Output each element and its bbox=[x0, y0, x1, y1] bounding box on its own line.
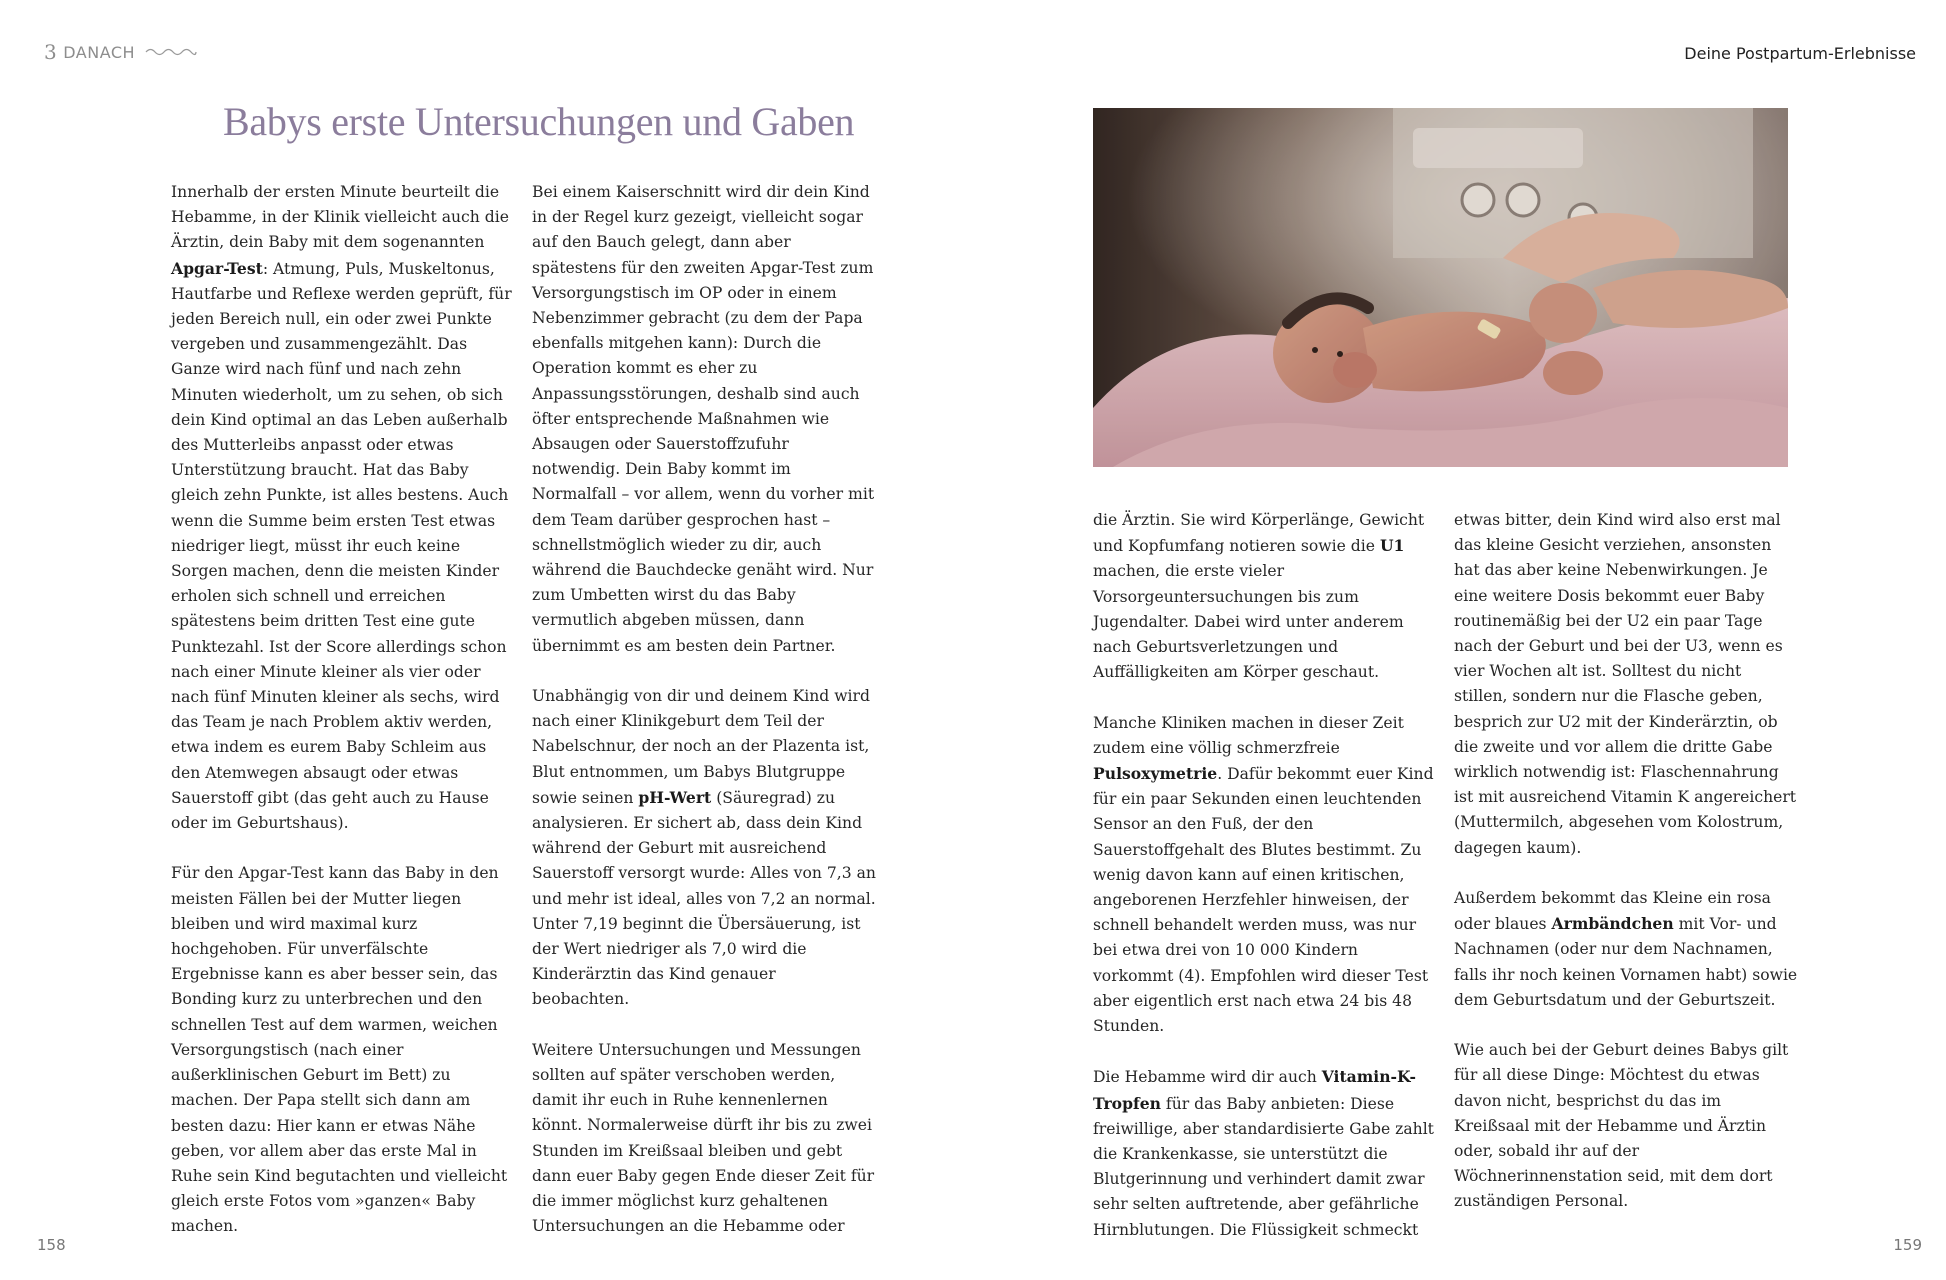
page-number-left: 158 bbox=[37, 1236, 66, 1254]
bold-term: Apgar-Test bbox=[171, 258, 263, 278]
text-column-2 bbox=[532, 180, 877, 1265]
paragraph: Innerhalb der ersten Minute beurteilt die Hebamme, in der Klinik vielleicht auch die Ärztin, dein Baby mit dem sogenannten Apgar-Test: Atmung, Puls, Muskeltonus, Hautfarbe und Reflexe werden geprüft, für jeden Bereich null, ein oder zwei Punkte vergeben und zusammengezählt. Das Ganze wird nach fünf und nach zehn Minuten wiederholt, um zu sehen, ob sich dein Kind optimal an das Leben außerhalb des Mutterleibs anpasst oder etwas Unterstützung braucht. Hat das Baby gleich zehn Punkte, ist alles bestens. Auch wenn die Summe beim ersten Test etwas niedriger liegt, müsst ihr euch keine Sorgen machen, denn die meisten Kinder erholen sich schnell und erreichen spätestens beim dritten Test eine gute Punktezahl. Ist der Score allerdings schon nach einer Minute kleiner als vier oder nach fünf Minuten kleiner als sechs, wird das Team je nach Problem aktiv werden, etwa indem es eurem Baby Schleim aus den Atemwegen absaugt oder etwas Sauerstoff gibt (das geht auch zu Hause oder im Geburtshaus). bbox=[171, 183, 512, 833]
bold-term: U1 bbox=[1379, 536, 1405, 556]
paragraph: Außerdem bekommt das Kleine ein rosa oder blaues Armbändchen mit Vor- und Nachnamen (oder nur dem Nachnamen, falls ihr noch keinen Vornamen habt) sowie dem Geburtsdatum und der Geburtszeit. bbox=[1454, 889, 1798, 1009]
bold-term: Pulsoxymetrie bbox=[1093, 764, 1218, 784]
paragraph: Die Hebamme wird dir auch Vitamin-K-Tropfen für das Baby anbieten: Diese freiwillige, aber standardisierte Gabe zahlt die Krankenkasse, sie unterstützt die Blutgerinnung und verhindert damit zwar sehr selten auftretende, aber gefährliche Hirnblutungen. Die Flüssigkeit schmeckt bbox=[1093, 1067, 1434, 1239]
paragraph: Weitere Untersuchungen und Messungen sollten auf später verschoben werden, damit ihr euch in Ruhe kennenlernen könnt. Normalerweise dürft ihr bis zu zwei Stunden im Kreißsaal bleiben und gebt dann euer Baby gegen Ende dieser Zeit für die immer möglichst kurz gehaltenen Untersuchungen an die Hebamme oder bbox=[532, 1040, 875, 1236]
chapter-number: 3 bbox=[44, 40, 58, 64]
page-number-right: 159 bbox=[1893, 1236, 1922, 1254]
paragraph: die Ärztin. Sie wird Körperlänge, Gewicht und Kopfumfang notieren sowie die U1 machen, die erste vieler Vorsorgeuntersuchungen bis zum Jugendalter. Dabei wird unter anderem nach Geburtsverletzungen und Auffälligkeiten am Körper geschaut. bbox=[1093, 511, 1425, 682]
newborn-photo bbox=[1093, 108, 1788, 467]
paragraph: Für den Apgar-Test kann das Baby in den meisten Fällen bei der Mutter liegen bleiben und wird maximal kurz hochgehoben. Für unverfälschte Ergebnisse kann es aber besser sein, das Bonding kurz zu unterbrechen und den schnellen Test auf dem warmen, weichen Versorgungstisch (nach einer außerklinischen Geburt im Bett) zu machen. Der Papa stellt sich dann am besten dazu: Hier kann er etwas Nähe geben, vor allem aber das erste Mal in Ruhe sein Kind begutachten und vielleicht gleich erste Fotos vom »ganzen« Baby machen. bbox=[171, 864, 508, 1236]
text-column-3 bbox=[1093, 508, 1438, 1268]
paragraph: Wie auch bei der Geburt deines Babys gilt für all diese Dinge: Möchtest du etwas davon nicht, besprichst du das im Kreißsaal mit der Hebamme und Ärztin oder, sobald ihr auf der Wöchnerinnenstation seid, mit dem dort zuständigen Personal. bbox=[1454, 1041, 1789, 1211]
bold-term: pH-Wert bbox=[638, 787, 712, 807]
paragraph: Bei einem Kaiserschnitt wird dir dein Kind in der Regel kurz gezeigt, vielleicht sogar auf den Bauch gelegt, dann aber spätestens für den zweiten Apgar-Test zum Versorgungstisch im OP oder in einem Nebenzimmer gebracht (zu dem der Papa ebenfalls mitgehen kann): Durch die Operation kommt es eher zu Anpassungsstörungen, deshalb sind auch öfter entsprechende Maßnahmen wie Absaugen oder Sauerstoffzufuhr notwendig. Dein Baby kommt im Normalfall – vor allem, wenn du vorher mit dem Team darüber gesprochen hast – schnellstmöglich wieder zu dir, auch während die Bauchdecke genäht wird. Nur zum Umbetten wirst du das Baby vermutlich abgeben müssen, dann übernimmt es am besten dein Partner. bbox=[532, 183, 875, 655]
paragraph: Manche Kliniken machen in dieser Zeit zudem eine völlig schmerzfreie Pulsoxymetrie. Dafür bekommt euer Kind für ein paar Sekunden einen leuchtenden Sensor an den Fuß, der den Sauerstoffgehalt des Blutes bestimmt. Zu wenig davon kann auf einen kritischen, angeborenen Herzfehler hinweisen, der schnell behandelt werden muss, was nur bei etwa drei von 10 000 Kindern vorkommt (4). Empfohlen wird dieser Test aber eigentlich erst nach etwa 24 bis 48 Stunden. bbox=[1093, 713, 1434, 1036]
paragraph: Unabhängig von dir und deinem Kind wird nach einer Klinikgeburt dem Teil der Nabelschnur, der noch an der Plazenta ist, Blut entnommen, um Babys Blutgruppe sowie seinen pH-Wert (Säuregrad) zu analysieren. Er sichert ab, dass dein Kind während der Geburt mit ausreichend Sauerstoff versorgt wurde: Alles von 7,3 an und mehr ist ideal, alles von 7,2 an normal. Unter 7,19 beginnt die Übersäuerung, ist der Wert niedriger als 7,0 wird die Kinderärztin das Kind genauer beobachten. bbox=[532, 687, 876, 1009]
paragraph: etwas bitter, dein Kind wird also erst mal das kleine Gesicht verziehen, ansonsten hat das aber keine Nebenwirkungen. Je eine weitere Dosis bekommt euer Baby routinemäßig bei der U2 ein paar Tage nach der Geburt und bei der U3, wenn es vier Wochen alt ist. Solltest du nicht stillen, sondern nur die Flasche geben, besprich zur U2 mit der Kinderärztin, ob die zweite und vor allem die dritte Gabe wirklich notwendig ist: Flaschennahrung ist mit ausreichend Vitamin K angereichert (Muttermilch, abgesehen vom Kolostrum, dagegen kaum). bbox=[1454, 511, 1797, 857]
text-column-4 bbox=[1454, 508, 1799, 1240]
bold-term: Vitamin-K-Tropfen bbox=[1093, 1067, 1416, 1113]
chapter-name: DANACH bbox=[63, 42, 136, 62]
running-header-chapter bbox=[44, 40, 197, 64]
wave-ornament-icon bbox=[145, 47, 197, 57]
bold-term: Armbändchen bbox=[1551, 914, 1674, 934]
text-column-1 bbox=[171, 180, 516, 1265]
running-header-section: Deine Postpartum-Erlebnisse bbox=[1684, 44, 1916, 63]
page-title: Babys erste Untersuchungen und Gaben bbox=[223, 99, 855, 144]
